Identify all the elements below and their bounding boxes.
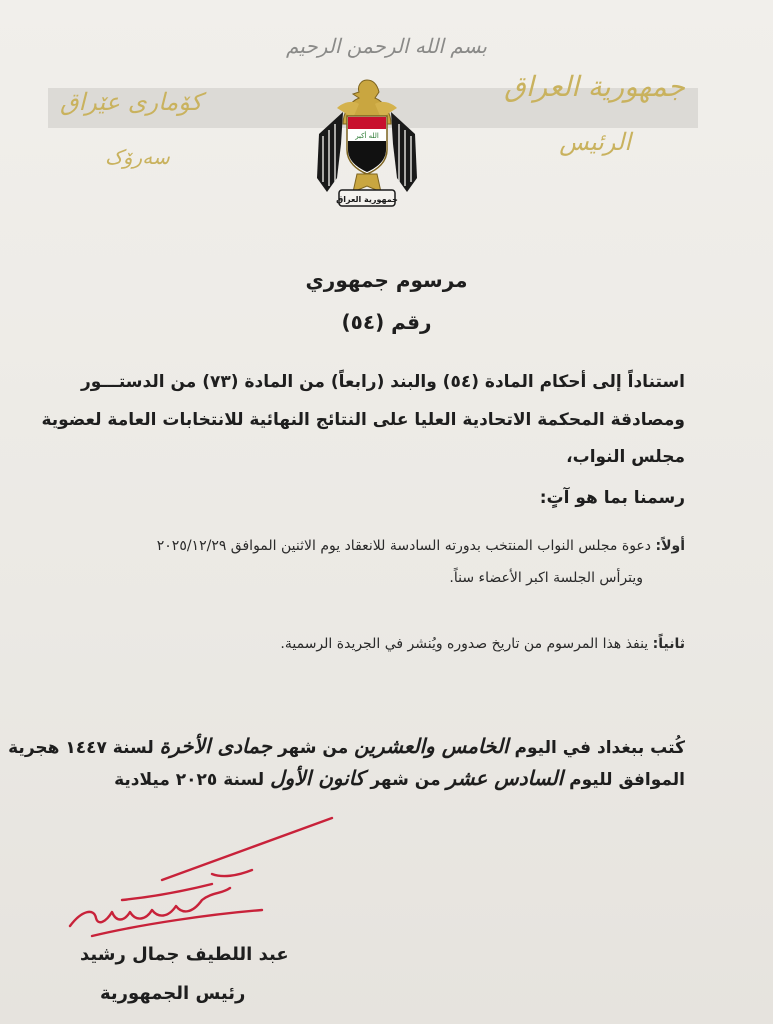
handwritten-month: جمادى الأخرة (159, 734, 273, 758)
decree-title: مرسوم جمهوري (305, 268, 468, 292)
date-text: من شهر (370, 770, 441, 790)
handwritten-month: كانون الأول (270, 766, 365, 790)
handwritten-day: الخامس والعشرين (354, 734, 509, 758)
letterhead-kurdish-president: سەرۆک (105, 145, 170, 169)
article-one-text: دعوة مجلس النواب المنتخب بدورته السادسة للانعقاد يوم الاثنين الموافق ٢٠٢٥/١٢/٢٩ (156, 538, 652, 554)
eagle-emblem-icon (313, 74, 421, 216)
article-one (157, 538, 685, 554)
handwritten-day: السادس عشر (446, 766, 564, 790)
emblem-caption: جمهورية العراق (336, 195, 398, 204)
article-two-label: ثانياً: (652, 636, 685, 652)
signatory-name: عبد اللطيف جمال رشيد (80, 944, 289, 965)
article-one-label: أولاً: (655, 538, 685, 554)
date-text: لسنة ٢٠٢٥ ميلادية (114, 770, 265, 790)
preamble-line: ومصادقة المحكمة الاتحادية العليا على النتائج النهائية للانتخابات العامة لعضوية (41, 410, 685, 430)
emblem-motto: الله أكبر (355, 132, 379, 140)
date-text: الموافق لليوم (569, 770, 685, 790)
gregorian-date-line (114, 766, 685, 790)
preamble-line: مجلس النواب، (566, 447, 685, 467)
decree-number: رقم (٥٤) (341, 310, 432, 334)
letterhead-arabic-president: الرئيس (559, 128, 631, 156)
article-two-text: ينفذ هذا المرسوم من تاريخ صدوره ويُنشر في الجريدة الرسمية. (280, 636, 649, 652)
article-two (280, 636, 685, 652)
signatory-title: رئيس الجمهورية (100, 983, 246, 1004)
letterhead-kurdish-state: كۆماری عێراق (60, 88, 203, 116)
preamble-line: استناداً إلى أحكام المادة (٥٤) والبند (رابعاً) من المادة (٧٣) من الدستـــور (80, 372, 685, 392)
letterhead-arabic-state: جمهورية العراق (504, 70, 685, 103)
date-text: كُتب ببغداد في اليوم (514, 738, 685, 758)
hijri-date-line (8, 734, 685, 758)
date-text: من شهر (277, 738, 349, 758)
basmala: بسم الله الرحمن الرحيم (285, 34, 487, 58)
date-text: لسنة ١٤٤٧ هجرية (8, 738, 154, 758)
resolution-clause: رسمنا بما هو آتٍ: (539, 488, 685, 508)
signature (62, 814, 362, 944)
article-one-continuation: ويترأس الجلسة اكبر الأعضاء سناً. (449, 570, 643, 586)
